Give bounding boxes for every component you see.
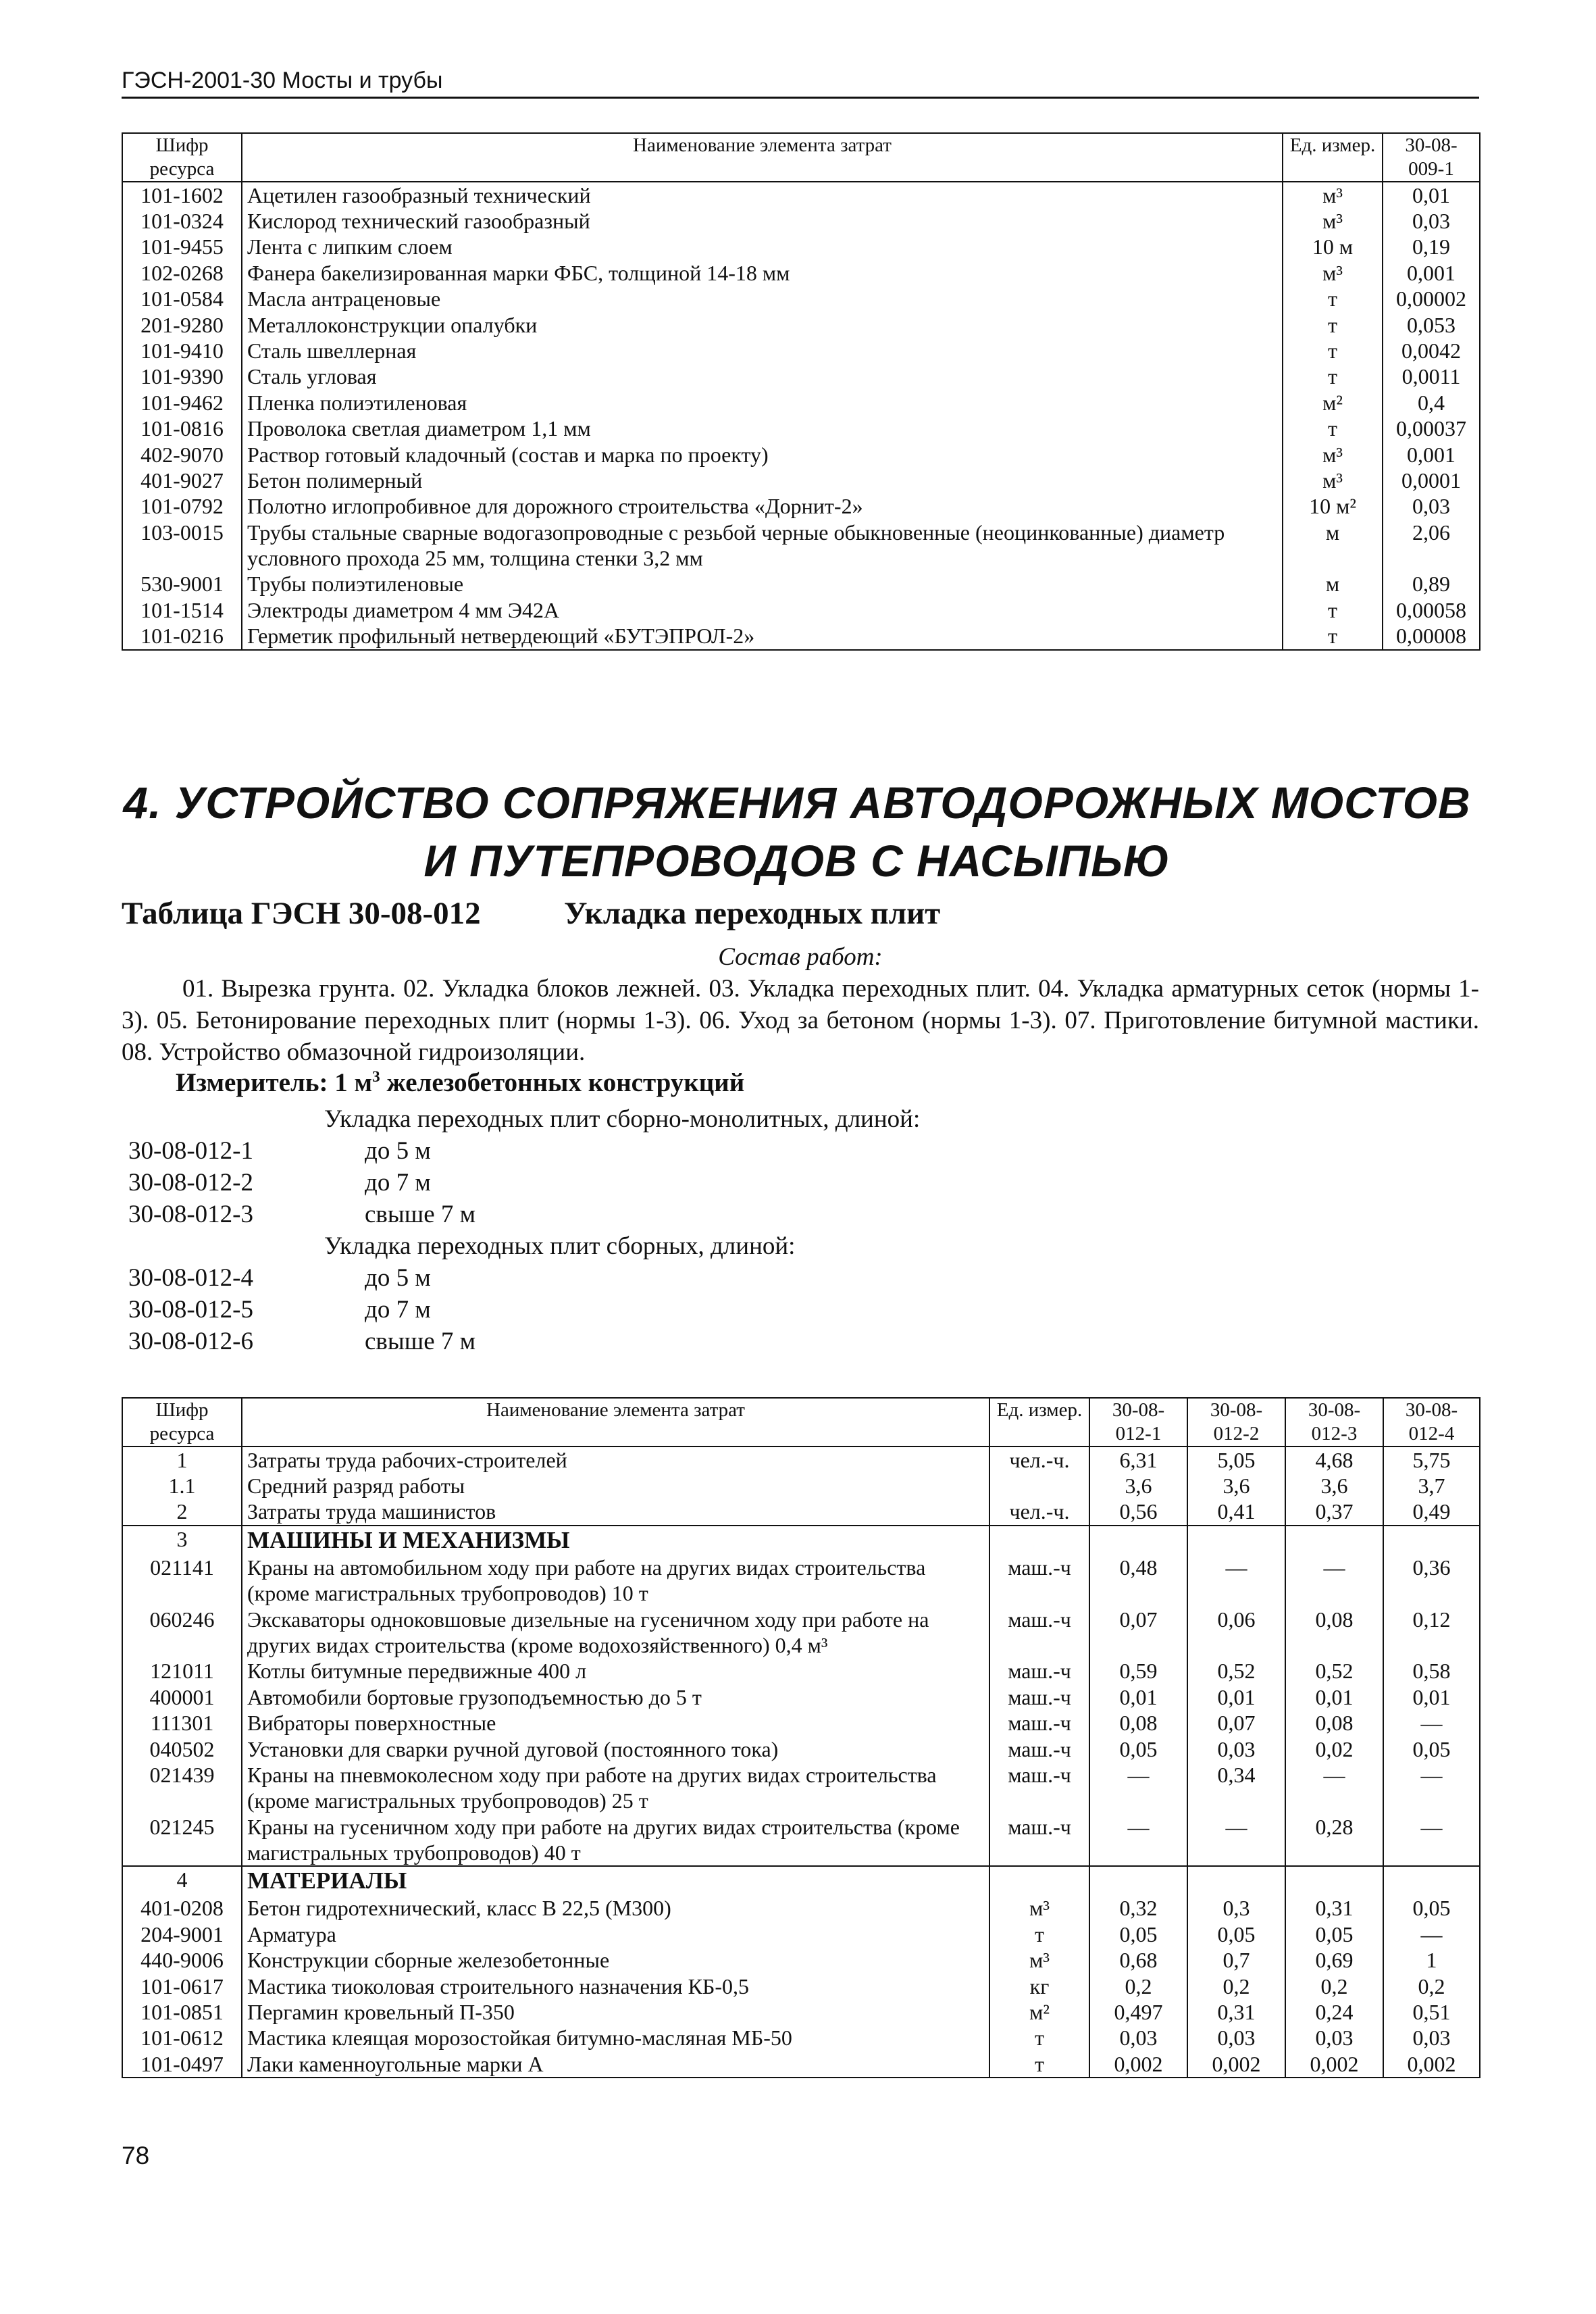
empty-cell — [989, 1866, 1089, 1895]
resource-value: — — [1089, 1814, 1187, 1867]
norm-code: 30-08-012-4 — [128, 1264, 253, 1292]
resource-value: 0,52 — [1285, 1658, 1383, 1684]
section-row — [122, 1866, 1480, 1895]
resource-code: 101-0497 — [122, 2051, 242, 2078]
composition-text: 01. Вырезка грунта. 02. Укладка блоков лежней. 03. Укладка переходных плит. 04. Укладка арматурных сеток (нормы 1-3). 05. Бетонирование переходных плит (нормы 1-3). 06. Уход за бетоном (нормы 1-3). 07. Приготовление битумной мастики. 08. Устройство обмазочной гидроизоляции. — [122, 975, 1479, 1066]
norm-code: 30-08-012-2 — [128, 1169, 253, 1197]
header-unit: Ед. измер. — [1283, 133, 1383, 182]
header-norm: 30-08-012-4 — [1383, 1398, 1480, 1447]
resource-code: 2 — [122, 1499, 242, 1525]
resource-value: 3,6 — [1089, 1473, 1187, 1499]
empty-cell — [1383, 1526, 1480, 1555]
resource-code: 400001 — [122, 1684, 242, 1710]
resource-value: 0,41 — [1187, 1499, 1285, 1525]
resource-unit: т — [1283, 312, 1383, 338]
resource-name: Затраты труда машинистов — [242, 1499, 989, 1525]
resource-value: — — [1383, 1762, 1480, 1814]
resource-code: 111301 — [122, 1710, 242, 1736]
resource-name: Сталь швеллерная — [242, 338, 1283, 363]
resource-value: 0,2 — [1383, 1973, 1480, 1999]
resource-value: 0,69 — [1285, 1947, 1383, 1973]
resource-value: 6,31 — [1089, 1447, 1187, 1473]
resource-code: 101-0851 — [122, 1999, 242, 2025]
resource-value: 0,19 — [1383, 234, 1480, 259]
resource-value: 4,68 — [1285, 1447, 1383, 1473]
resource-unit: м³ — [1283, 182, 1383, 208]
resource-value: 0,68 — [1089, 1947, 1187, 1973]
resource-name: Лента с липким слоем — [242, 234, 1283, 259]
resource-unit: т — [1283, 623, 1383, 649]
table-row — [122, 1607, 1480, 1659]
resource-value: 0,01 — [1187, 1684, 1285, 1710]
resource-unit: маш.-ч — [989, 1658, 1089, 1684]
empty-cell — [989, 1526, 1089, 1555]
resource-unit: т — [989, 1921, 1089, 1947]
resource-name: Трубы полиэтиленовые — [242, 571, 1283, 597]
resource-unit: маш.-ч — [989, 1684, 1089, 1710]
norm-text: до 5 м — [365, 1137, 431, 1165]
header-norm: 30-08-009-1 — [1383, 133, 1480, 182]
resource-name: Фанера бакелизированная марки ФБС, толщиной 14-18 мм — [242, 260, 1283, 286]
resource-unit: м³ — [1283, 468, 1383, 493]
resource-name: Проволока светлая диаметром 1,1 мм — [242, 416, 1283, 441]
empty-cell — [1383, 1866, 1480, 1895]
resource-name: Котлы битумные передвижные 400 л — [242, 1658, 989, 1684]
resource-value: 0,24 — [1285, 1999, 1383, 2025]
resource-name: Конструкции сборные железобетонные — [242, 1947, 989, 1973]
resource-value: 0,0042 — [1383, 338, 1480, 363]
table-title: Укладка переходных плит — [564, 896, 941, 931]
table-row — [122, 312, 1480, 338]
resource-value: — — [1285, 1555, 1383, 1607]
resource-name: Краны на автомобильном ходу при работе на других видах строительства (кроме магистральных трубопроводов) 10 т — [242, 1555, 989, 1607]
empty-cell — [1285, 1866, 1383, 1895]
resource-name: Установки для сварки ручной дуговой (постоянного тока) — [242, 1736, 989, 1762]
table-row — [122, 363, 1480, 389]
resource-code: 440-9006 — [122, 1947, 242, 1973]
table-row — [122, 468, 1480, 493]
table-row — [122, 1736, 1480, 1762]
resource-code: 101-0816 — [122, 416, 242, 441]
resource-value: 5,75 — [1383, 1447, 1480, 1473]
resource-value: 0,002 — [1089, 2051, 1187, 2078]
resource-unit: м³ — [989, 1947, 1089, 1973]
table-row — [122, 571, 1480, 597]
norm-code-row — [128, 1327, 475, 1356]
resource-unit: м³ — [1283, 260, 1383, 286]
resource-value: 0,05 — [1089, 1921, 1187, 1947]
table-row — [122, 1447, 1480, 1473]
resource-value: 0,03 — [1383, 208, 1480, 234]
norm-text: до 7 м — [365, 1296, 431, 1324]
resource-name: Средний разряд работы — [242, 1473, 989, 1499]
table-row — [122, 1658, 1480, 1684]
resource-code: 1.1 — [122, 1473, 242, 1499]
resource-name: Пергамин кровельный П-350 — [242, 1999, 989, 2025]
resource-unit: маш.-ч — [989, 1710, 1089, 1736]
resource-value: 0,03 — [1089, 2025, 1187, 2051]
resource-unit: т — [989, 2051, 1089, 2078]
resource-value: 0,4 — [1383, 390, 1480, 416]
resource-unit: маш.-ч — [989, 1762, 1089, 1814]
resource-code: 101-9390 — [122, 363, 242, 389]
table-row — [122, 1921, 1480, 1947]
resource-unit: чел.-ч. — [989, 1499, 1089, 1525]
header-unit: Ед. измер. — [989, 1398, 1089, 1447]
resource-name: Краны на пневмоколесном ходу при работе на других видах строительства (кроме магистральных трубопроводов) 25 т — [242, 1762, 989, 1814]
resource-value: 0,00008 — [1383, 623, 1480, 649]
resource-code: 402-9070 — [122, 442, 242, 468]
resource-code: 121011 — [122, 1658, 242, 1684]
resource-name: Полотно иглопробивное для дорожного строительства «Дорнит-2» — [242, 493, 1283, 519]
section-row — [122, 1526, 1480, 1555]
header-name: Наименование элемента затрат — [242, 1398, 989, 1447]
resource-value: — — [1089, 1762, 1187, 1814]
resource-code: 204-9001 — [122, 1921, 242, 1947]
resource-code: 1 — [122, 1447, 242, 1473]
resource-value: 0,08 — [1089, 1710, 1187, 1736]
resource-value: 0,07 — [1187, 1710, 1285, 1736]
resource-value: 0,002 — [1285, 2051, 1383, 2078]
resource-code: 530-9001 — [122, 571, 242, 597]
resource-code: 101-0612 — [122, 2025, 242, 2051]
measure-suffix: железобетонных конструкций — [380, 1068, 745, 1097]
table-row — [122, 1684, 1480, 1710]
table-row — [122, 1499, 1480, 1525]
resource-unit: т — [1283, 416, 1383, 441]
resource-code: 103-0015 — [122, 520, 242, 572]
resource-unit: м — [1283, 571, 1383, 597]
resource-value: 0,02 — [1285, 1736, 1383, 1762]
resource-name: Раствор готовый кладочный (состав и марка по проекту) — [242, 442, 1283, 468]
resource-value: 0,03 — [1285, 2025, 1383, 2051]
resource-value: 0,12 — [1383, 1607, 1480, 1659]
resource-value: 0,31 — [1187, 1999, 1285, 2025]
resource-code: 101-0792 — [122, 493, 242, 519]
measure-power: 3 — [372, 1068, 380, 1086]
table-row — [122, 234, 1480, 259]
norm-text: свыше 7 м — [365, 1328, 476, 1355]
resource-unit — [989, 1473, 1089, 1499]
resource-value: 0,36 — [1383, 1555, 1480, 1607]
resource-name: Арматура — [242, 1921, 989, 1947]
resource-value: 0,00002 — [1383, 286, 1480, 311]
resource-value: 0,01 — [1285, 1684, 1383, 1710]
resource-value: 3,7 — [1383, 1473, 1480, 1499]
resource-value: 0,01 — [1383, 182, 1480, 208]
resource-value: — — [1187, 1555, 1285, 1607]
empty-cell — [1187, 1526, 1285, 1555]
table-row — [122, 1973, 1480, 1999]
resource-value: 0,001 — [1383, 442, 1480, 468]
resource-name: Краны на гусеничном ходу при работе на других видах строительства (кроме магистральных трубопроводов) 40 т — [242, 1814, 989, 1867]
table-row — [122, 416, 1480, 441]
resource-value: 0,37 — [1285, 1499, 1383, 1525]
resource-name: Автомобили бортовые грузоподъемностью до 5 т — [242, 1684, 989, 1710]
resource-value: 0,001 — [1383, 260, 1480, 286]
resource-value: 0,2 — [1089, 1973, 1187, 1999]
table-row — [122, 597, 1480, 623]
resource-value: 0,03 — [1187, 1736, 1285, 1762]
table-row — [122, 1999, 1480, 2025]
resource-value: 0,89 — [1383, 571, 1480, 597]
table-row — [122, 2051, 1480, 2078]
resource-name: Пленка полиэтиленовая — [242, 390, 1283, 416]
norm-code-row — [128, 1136, 431, 1165]
resource-name: Электроды диаметром 4 мм Э42А — [242, 597, 1283, 623]
resource-value: 1 — [1383, 1947, 1480, 1973]
norm-code: 30-08-012-5 — [128, 1296, 253, 1324]
section-heading: 4. УСТРОЙСТВО СОПРЯЖЕНИЯ АВТОДОРОЖНЫХ МОСТОВ И ПУТЕПРОВОДОВ С НАСЫПЬЮ — [123, 778, 1471, 886]
resource-name: Трубы стальные сварные водогазопроводные с резьбой черные обыкновенные (неоцинкованные) диаметр условного прохода 25 мм, толщина стенки 3,2 мм — [242, 520, 1283, 572]
resource-value: 0,05 — [1383, 1895, 1480, 1921]
header-norm: 30-08-012-2 — [1187, 1398, 1285, 1447]
resource-code: 021141 — [122, 1555, 242, 1607]
resource-value: 0,59 — [1089, 1658, 1187, 1684]
norm-code: 30-08-012-3 — [128, 1201, 253, 1228]
resource-unit: т — [1283, 597, 1383, 623]
resource-value: — — [1187, 1814, 1285, 1867]
resource-value: 0,01 — [1383, 1684, 1480, 1710]
norm-text: до 7 м — [365, 1169, 431, 1197]
resource-value: 0,06 — [1187, 1607, 1285, 1659]
table-caption — [122, 895, 1479, 932]
resource-value: 0,3 — [1187, 1895, 1285, 1921]
table-row — [122, 520, 1480, 572]
resource-value: 0,28 — [1285, 1814, 1383, 1867]
empty-cell — [1187, 1866, 1285, 1895]
resource-value: 3,6 — [1187, 1473, 1285, 1499]
composition-label: Состав работ: — [718, 943, 883, 971]
resource-value: 0,05 — [1383, 1736, 1480, 1762]
table-row — [122, 286, 1480, 311]
empty-cell — [1089, 1866, 1187, 1895]
resource-value: 0,07 — [1089, 1607, 1187, 1659]
resource-code: 101-9462 — [122, 390, 242, 416]
resource-value: — — [1383, 1710, 1480, 1736]
resource-value: 0,053 — [1383, 312, 1480, 338]
empty-cell — [1285, 1526, 1383, 1555]
resource-code: 101-0584 — [122, 286, 242, 311]
resource-unit: маш.-ч — [989, 1736, 1089, 1762]
resource-code: 201-9280 — [122, 312, 242, 338]
norm-text: до 5 м — [365, 1264, 431, 1292]
section-title: МАТЕРИАЛЫ — [242, 1866, 989, 1895]
resource-unit: т — [1283, 338, 1383, 363]
resource-unit: чел.-ч. — [989, 1447, 1089, 1473]
table-row — [122, 390, 1480, 416]
norm-code-row — [128, 1295, 431, 1324]
resource-code: 040502 — [122, 1736, 242, 1762]
resource-table-continued — [122, 132, 1481, 651]
resource-unit: м³ — [1283, 442, 1383, 468]
resource-value: 0,34 — [1187, 1762, 1285, 1814]
resource-name: Металлоконструкции опалубки — [242, 312, 1283, 338]
resource-code: 101-0324 — [122, 208, 242, 234]
resource-value: 0,7 — [1187, 1947, 1285, 1973]
resource-value: 0,2 — [1285, 1973, 1383, 1999]
norm-code: 30-08-012-6 — [128, 1328, 253, 1355]
resource-code: 3 — [122, 1526, 242, 1555]
resource-code: 101-1602 — [122, 182, 242, 208]
resource-unit: 10 м² — [1283, 493, 1383, 519]
resource-value: 0,0001 — [1383, 468, 1480, 493]
resource-value: 0,52 — [1187, 1658, 1285, 1684]
resource-name: Затраты труда рабочих-строителей — [242, 1447, 989, 1473]
resource-code: 401-9027 — [122, 468, 242, 493]
resource-code: 102-0268 — [122, 260, 242, 286]
table-row — [122, 1814, 1480, 1867]
resource-unit: маш.-ч — [989, 1814, 1089, 1867]
resource-code: 101-1514 — [122, 597, 242, 623]
section-title: МАШИНЫ И МЕХАНИЗМЫ — [242, 1526, 989, 1555]
resource-value: 0,08 — [1285, 1607, 1383, 1659]
group-heading: Укладка переходных плит сборных, длиной: — [324, 1232, 796, 1260]
resource-code: 021245 — [122, 1814, 242, 1867]
resource-code: 021439 — [122, 1762, 242, 1814]
resource-code: 101-9410 — [122, 338, 242, 363]
resource-name: Бетон гидротехнический, класс В 22,5 (М300) — [242, 1895, 989, 1921]
resource-value: — — [1285, 1762, 1383, 1814]
resource-name: Вибраторы поверхностные — [242, 1710, 989, 1736]
resource-code: 101-9455 — [122, 234, 242, 259]
resource-value: 0,48 — [1089, 1555, 1187, 1607]
table-row — [122, 1947, 1480, 1973]
measure-prefix: Измеритель: 1 м — [176, 1068, 373, 1097]
resource-value: 0,56 — [1089, 1499, 1187, 1525]
header-code: Шифр ресурса — [122, 133, 242, 182]
table-number: Таблица ГЭСН 30-08-012 — [122, 896, 481, 931]
resource-code: 4 — [122, 1866, 242, 1895]
table-row — [122, 1710, 1480, 1736]
table-row — [122, 442, 1480, 468]
table-row — [122, 2025, 1480, 2051]
table-row — [122, 182, 1480, 208]
resource-unit: м² — [1283, 390, 1383, 416]
table-row — [122, 493, 1480, 519]
table-row — [122, 260, 1480, 286]
resource-unit: м³ — [989, 1895, 1089, 1921]
table-row — [122, 208, 1480, 234]
table-row — [122, 1555, 1480, 1607]
resource-value: 0,05 — [1089, 1736, 1187, 1762]
measure-unit — [176, 1067, 744, 1098]
empty-cell — [1089, 1526, 1187, 1555]
resource-unit: маш.-ч — [989, 1607, 1089, 1659]
page-number: 78 — [122, 2142, 150, 2169]
resource-name: Лаки каменноугольные марки А — [242, 2051, 989, 2078]
resource-value: 0,00058 — [1383, 597, 1480, 623]
table-row — [122, 623, 1480, 649]
resource-unit: т — [989, 2025, 1089, 2051]
running-header: ГЭСН-2001-30 Мосты и трубы — [122, 68, 1479, 99]
resource-name: Экскаваторы одноковшовые дизельные на гусеничном ходу при работе на других видах строительства (кроме водохозяйственного) 0,4 м³ — [242, 1607, 989, 1659]
table-row — [122, 1762, 1480, 1814]
resource-value: — — [1383, 1814, 1480, 1867]
resource-value: 0,58 — [1383, 1658, 1480, 1684]
resource-value: — — [1383, 1921, 1480, 1947]
resource-value: 5,05 — [1187, 1447, 1285, 1473]
resource-name: Мастика клеящая морозостойкая битумно-масляная МБ-50 — [242, 2025, 989, 2051]
resource-unit: м³ — [1283, 208, 1383, 234]
resource-name: Кислород технический газообразный — [242, 208, 1283, 234]
resource-table-30-08-012 — [122, 1397, 1481, 2078]
resource-code: 060246 — [122, 1607, 242, 1659]
resource-value: 2,06 — [1383, 520, 1480, 572]
resource-value: 0,0011 — [1383, 363, 1480, 389]
header-code: Шифр ресурса — [122, 1398, 242, 1447]
resource-value: 0,51 — [1383, 1999, 1480, 2025]
header-norm: 30-08-012-1 — [1089, 1398, 1187, 1447]
table-row — [122, 1895, 1480, 1921]
norm-code: 30-08-012-1 — [128, 1137, 253, 1165]
resource-unit: м² — [989, 1999, 1089, 2025]
resource-name: Сталь угловая — [242, 363, 1283, 389]
resource-value: 0,08 — [1285, 1710, 1383, 1736]
resource-code: 101-0617 — [122, 1973, 242, 1999]
resource-value: 0,05 — [1187, 1921, 1285, 1947]
resource-name: Ацетилен газообразный технический — [242, 182, 1283, 208]
resource-name: Мастика тиоколовая строительного назначения КБ-0,5 — [242, 1973, 989, 1999]
table-row — [122, 338, 1480, 363]
resource-name: Герметик профильный нетвердеющий «БУТЭПРОЛ-2» — [242, 623, 1283, 649]
norm-text: свыше 7 м — [365, 1201, 476, 1228]
resource-unit: т — [1283, 286, 1383, 311]
resource-value: 0,497 — [1089, 1999, 1187, 2025]
resource-unit: кг — [989, 1973, 1089, 1999]
resource-unit: т — [1283, 363, 1383, 389]
resource-value: 0,002 — [1383, 2051, 1480, 2078]
resource-name: Масла антраценовые — [242, 286, 1283, 311]
resource-value: 0,002 — [1187, 2051, 1285, 2078]
resource-value: 0,32 — [1089, 1895, 1187, 1921]
resource-code: 401-0208 — [122, 1895, 242, 1921]
resource-unit: маш.-ч — [989, 1555, 1089, 1607]
resource-name: Бетон полимерный — [242, 468, 1283, 493]
group-heading: Укладка переходных плит сборно-монолитных, длиной: — [324, 1105, 921, 1133]
resource-unit: м — [1283, 520, 1383, 572]
norm-code-row — [128, 1263, 431, 1292]
resource-value: 0,03 — [1383, 493, 1480, 519]
norm-code-row — [128, 1200, 475, 1229]
resource-value: 0,49 — [1383, 1499, 1480, 1525]
resource-code: 101-0216 — [122, 623, 242, 649]
resource-value: 0,01 — [1089, 1684, 1187, 1710]
resource-value: 0,2 — [1187, 1973, 1285, 1999]
resource-value: 0,31 — [1285, 1895, 1383, 1921]
resource-value: 0,03 — [1187, 2025, 1285, 2051]
table-row — [122, 1473, 1480, 1499]
resource-value: 0,03 — [1383, 2025, 1480, 2051]
norm-code-row — [128, 1168, 431, 1197]
resource-value: 3,6 — [1285, 1473, 1383, 1499]
resource-value: 0,05 — [1285, 1921, 1383, 1947]
resource-value: 0,00037 — [1383, 416, 1480, 441]
header-norm: 30-08-012-3 — [1285, 1398, 1383, 1447]
header-name: Наименование элемента затрат — [242, 133, 1283, 182]
resource-unit: 10 м — [1283, 234, 1383, 259]
